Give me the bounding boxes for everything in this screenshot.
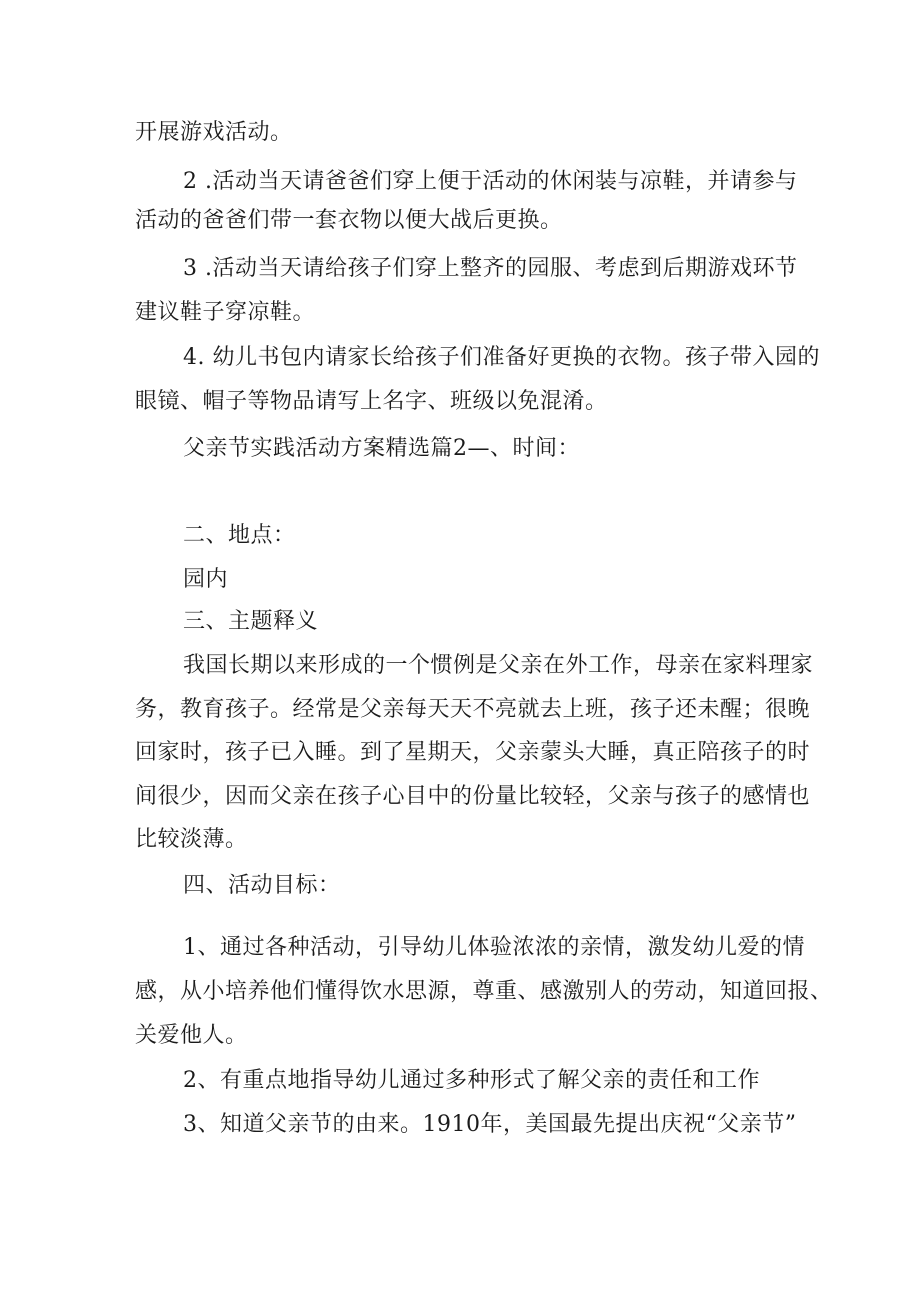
section-heading: 父亲节实践活动方案精选篇2—、时间： (183, 436, 580, 461)
list-item-3: 3 .活动当天请给孩子们穿上整齐的园服、考虑到后期游戏环节 (183, 256, 798, 281)
text-line: 开展游戏活动。 (135, 120, 293, 145)
goal-item-2: 2、有重点地指导幼儿通过多种形式了解父亲的责任和工作 (183, 1068, 760, 1093)
text-line: 眼镜、帽子等物品请写上名字、班级以免混淆。 (135, 389, 608, 414)
paragraph-line: 关爱他人。 (135, 1023, 248, 1048)
text-line: 建议鞋子穿凉鞋。 (135, 300, 316, 325)
location-value: 园内 (183, 567, 229, 592)
list-item-2: 2 .活动当天请爸爸们穿上便于活动的休闲装与凉鞋，并请参与 (183, 169, 798, 194)
heading-theme: 三、主题释义 (183, 609, 319, 634)
paragraph-line: 比较淡薄。 (135, 827, 248, 852)
paragraph-line: 间很少，因而父亲在孩子心目中的份量比较轻，父亲与孩子的感情也 (135, 784, 811, 809)
paragraph-line: 感，从小培养他们懂得饮水思源，尊重、感激别人的劳动，知道回报、 (135, 979, 833, 1004)
paragraph-line: 回家时，孩子已入睡。到了星期天，父亲蒙头大睡，真正陪孩子的时 (135, 740, 811, 765)
heading-location: 二、地点： (183, 523, 296, 548)
goal-item-3: 3、知道父亲节的由来。1910年，美国最先提出庆祝“父亲节” (183, 1112, 797, 1137)
text-line: 活动的爸爸们带一套衣物以便大战后更换。 (135, 208, 563, 233)
list-item-4: 4. 幼儿书包内请家长给孩子们准备好更换的衣物。孩子带入园的 (183, 345, 820, 370)
goal-item-1: 1、通过各种活动，引导幼儿体验浓浓的亲情，激发幼儿爱的情 (183, 935, 805, 960)
paragraph-line: 务，教育孩子。经常是父亲每天天不亮就去上班，孩子还未醒；很晚 (135, 697, 811, 722)
heading-goals: 四、活动目标： (183, 873, 341, 898)
paragraph-line: 我国长期以来形成的一个惯例是父亲在外工作，母亲在家料理家 (183, 653, 814, 678)
